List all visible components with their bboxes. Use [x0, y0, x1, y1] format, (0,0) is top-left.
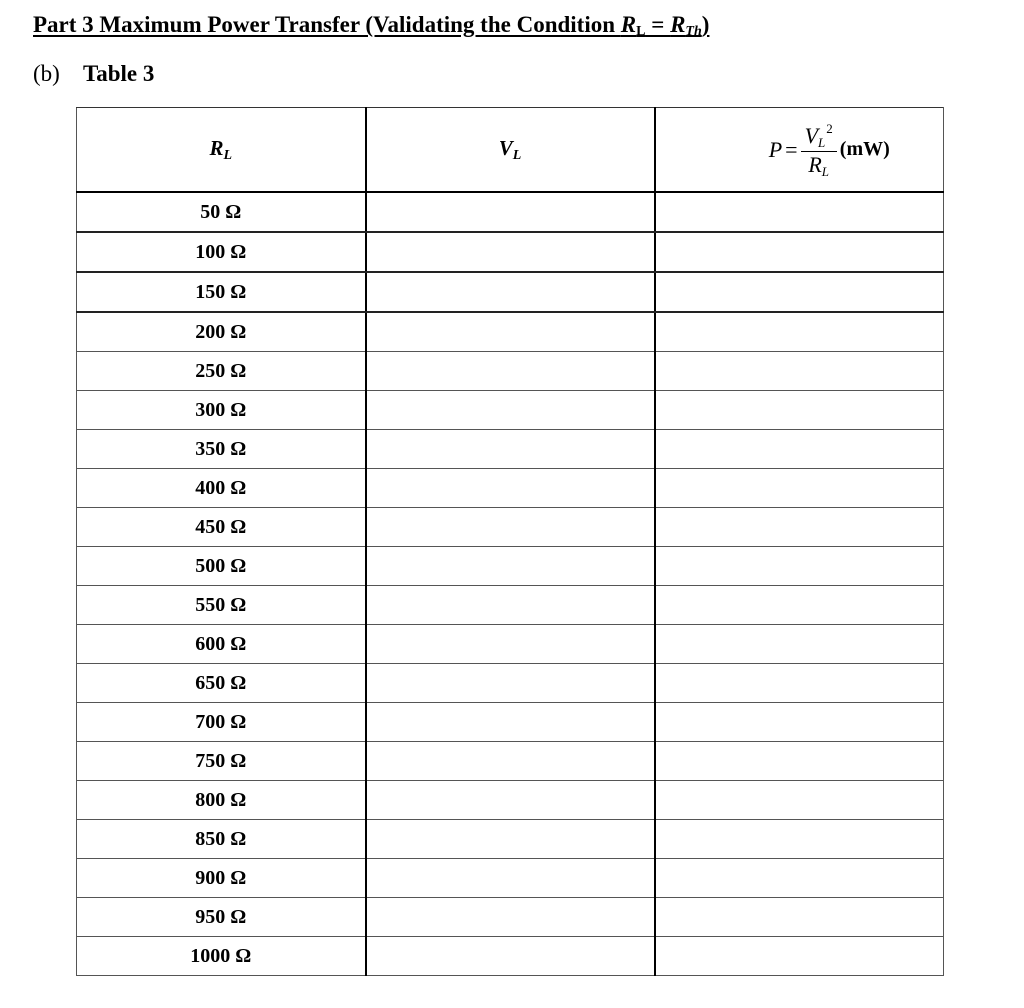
- power-cell[interactable]: [655, 937, 944, 976]
- voltage-cell[interactable]: [366, 469, 655, 508]
- voltage-cell[interactable]: [366, 352, 655, 391]
- voltage-cell[interactable]: [366, 937, 655, 976]
- table-row: [77, 352, 944, 391]
- voltage-cell[interactable]: [366, 192, 655, 232]
- power-cell[interactable]: [655, 898, 944, 937]
- power-formula: [769, 122, 890, 178]
- denominator-sub: L: [821, 163, 830, 179]
- resistance-cell: 1000 Ω: [77, 937, 366, 976]
- voltage-cell[interactable]: [366, 272, 655, 312]
- voltage-cell[interactable]: [366, 430, 655, 469]
- power-cell[interactable]: [655, 352, 944, 391]
- table-row: [77, 508, 944, 547]
- table-row: [77, 859, 944, 898]
- table-body: [77, 192, 944, 976]
- table-row: [77, 547, 944, 586]
- table-title: Table 3: [83, 61, 155, 86]
- table-row: [77, 820, 944, 859]
- header-load-resistance: [77, 108, 366, 193]
- power-cell[interactable]: [655, 312, 944, 352]
- voltage-cell[interactable]: [366, 232, 655, 272]
- resistance-cell: 300 Ω: [77, 391, 366, 430]
- resistance-cell: 850 Ω: [77, 820, 366, 859]
- heading-var-r2: R: [670, 12, 686, 37]
- voltage-cell[interactable]: [366, 859, 655, 898]
- numerator-exp: 2: [826, 120, 833, 136]
- resistance-cell: 450 Ω: [77, 508, 366, 547]
- table-row: [77, 192, 944, 232]
- numerator-var: V: [804, 122, 819, 148]
- table-row: [77, 781, 944, 820]
- resistance-cell: 950 Ω: [77, 898, 366, 937]
- resistance-cell: 750 Ω: [77, 742, 366, 781]
- heading-var-r1: R: [620, 12, 637, 37]
- power-cell[interactable]: [655, 508, 944, 547]
- resistance-cell: 50 Ω: [77, 192, 366, 232]
- power-cell[interactable]: [655, 391, 944, 430]
- resistance-cell: 200 Ω: [77, 312, 366, 352]
- formula-unit: (mW): [839, 138, 890, 160]
- voltage-cell[interactable]: [366, 898, 655, 937]
- resistance-cell: 650 Ω: [77, 664, 366, 703]
- resistance-cell: 400 Ω: [77, 469, 366, 508]
- table-caption: [33, 61, 154, 87]
- resistance-cell: 100 Ω: [77, 232, 366, 272]
- table-row: [77, 703, 944, 742]
- resistance-cell: 900 Ω: [77, 859, 366, 898]
- resistance-cell: 150 Ω: [77, 272, 366, 312]
- heading-sub-th: Th: [685, 24, 702, 39]
- voltage-cell[interactable]: [366, 547, 655, 586]
- power-cell[interactable]: [655, 272, 944, 312]
- formula-equals: =: [785, 136, 798, 162]
- heading-suffix: ): [701, 12, 710, 37]
- table-row: [77, 312, 944, 352]
- formula-p: P: [768, 136, 783, 162]
- formula-numerator: [801, 122, 837, 152]
- header-v-var: V: [498, 135, 513, 160]
- header-r-sub: L: [223, 147, 233, 163]
- power-cell[interactable]: [655, 859, 944, 898]
- voltage-cell[interactable]: [366, 703, 655, 742]
- formula-denominator: [808, 152, 829, 178]
- numerator-sub: L: [818, 134, 826, 150]
- data-table: [76, 107, 944, 976]
- table-row: [77, 232, 944, 272]
- power-cell[interactable]: [655, 664, 944, 703]
- denominator-var: R: [808, 151, 822, 177]
- voltage-cell[interactable]: [366, 586, 655, 625]
- table-row: [77, 898, 944, 937]
- table-row: [77, 625, 944, 664]
- header-load-voltage: [366, 108, 655, 193]
- table-row: [77, 937, 944, 976]
- power-cell[interactable]: [655, 586, 944, 625]
- power-cell[interactable]: [655, 469, 944, 508]
- voltage-cell[interactable]: [366, 664, 655, 703]
- formula-fraction: [801, 122, 837, 178]
- heading-prefix: Part 3 Maximum Power Transfer (Validating the Condition: [33, 12, 621, 37]
- voltage-cell[interactable]: [366, 391, 655, 430]
- voltage-cell[interactable]: [366, 781, 655, 820]
- header-power-formula: [655, 108, 944, 193]
- heading-equals: =: [645, 12, 671, 37]
- table-row: [77, 742, 944, 781]
- resistance-cell: 800 Ω: [77, 781, 366, 820]
- power-cell[interactable]: [655, 192, 944, 232]
- resistance-cell: 600 Ω: [77, 625, 366, 664]
- resistance-cell: 500 Ω: [77, 547, 366, 586]
- power-cell[interactable]: [655, 625, 944, 664]
- power-cell[interactable]: [655, 232, 944, 272]
- table-row: [77, 469, 944, 508]
- resistance-cell: 550 Ω: [77, 586, 366, 625]
- header-row: [77, 108, 944, 193]
- resistance-cell: 250 Ω: [77, 352, 366, 391]
- power-cell[interactable]: [655, 703, 944, 742]
- voltage-cell[interactable]: [366, 820, 655, 859]
- voltage-cell[interactable]: [366, 625, 655, 664]
- power-cell[interactable]: [655, 781, 944, 820]
- voltage-cell[interactable]: [366, 742, 655, 781]
- table-row: [77, 391, 944, 430]
- power-cell[interactable]: [655, 820, 944, 859]
- power-cell[interactable]: [655, 742, 944, 781]
- table-row: [77, 430, 944, 469]
- table-row: [77, 586, 944, 625]
- header-v-sub: L: [512, 147, 522, 163]
- table-row: [77, 272, 944, 312]
- power-cell[interactable]: [655, 547, 944, 586]
- power-cell[interactable]: [655, 430, 944, 469]
- voltage-cell[interactable]: [366, 312, 655, 352]
- header-r-var: R: [209, 135, 224, 160]
- resistance-cell: 700 Ω: [77, 703, 366, 742]
- voltage-cell[interactable]: [366, 508, 655, 547]
- table-row: [77, 664, 944, 703]
- page-heading: [33, 12, 709, 40]
- subsection-label: (b): [33, 61, 60, 86]
- heading-sub-l: L: [636, 24, 646, 39]
- resistance-cell: 350 Ω: [77, 430, 366, 469]
